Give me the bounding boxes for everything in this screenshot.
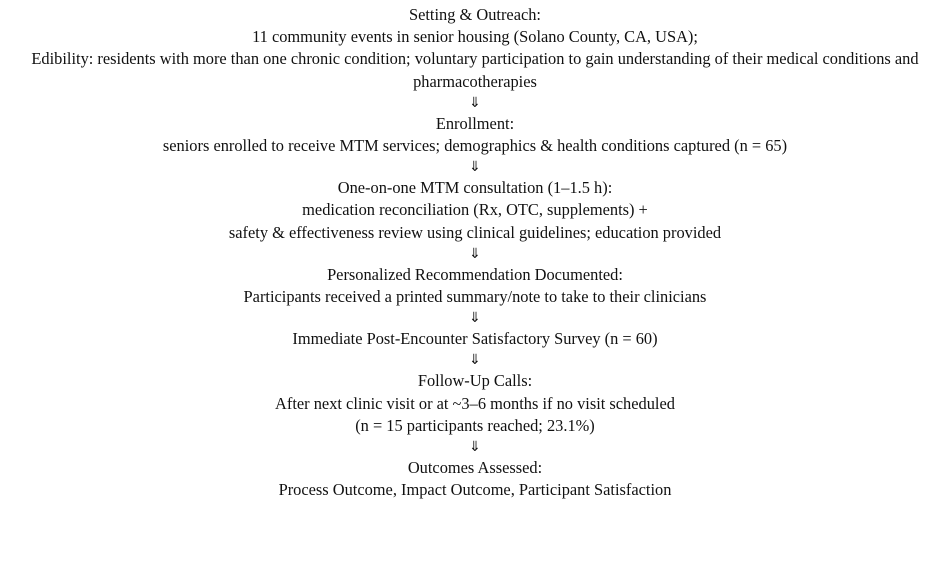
step-title: Immediate Post-Encounter Satisfactory Survey (n = 60) (292, 329, 658, 349)
step-detail: medication reconciliation (Rx, OTC, supplements) + (302, 200, 648, 220)
down-arrow-icon: ⇓ (469, 352, 481, 369)
step-title: One-on-one MTM consultation (1–1.5 h): (337, 178, 613, 198)
step-detail: 11 community events in senior housing (Solano County, CA, USA); (252, 27, 698, 47)
step-detail: seniors enrolled to receive MTM services; demographics & health conditions captured (n = 65) (162, 136, 788, 156)
flow-step-consultation (0, 177, 950, 244)
flow-step-outcomes (0, 457, 950, 501)
flow-step-recommendation (0, 264, 950, 308)
flow-step-enrollment (0, 113, 950, 157)
down-arrow-icon: ⇓ (469, 310, 481, 327)
flow-step-setting-outreach (0, 4, 950, 93)
step-title: Personalized Recommendation Documented: (327, 264, 623, 284)
step-detail: Edibility: residents with more than one chronic condition; voluntary participation to gain understanding of their medical conditions and pharmacotherapies (31, 49, 919, 91)
step-detail: After next clinic visit or at ~3–6 months if no visit scheduled (275, 393, 675, 413)
step-detail: Process Outcome, Impact Outcome, Participant Satisfaction (278, 480, 672, 500)
step-detail: (n = 15 participants reached; 23.1%) (355, 415, 595, 435)
down-arrow-icon: ⇓ (469, 94, 481, 111)
flow-step-follow-up (0, 370, 950, 437)
step-title: Follow-Up Calls: (417, 371, 533, 391)
step-title: Outcomes Assessed: (407, 458, 543, 478)
flow-step-survey (0, 328, 950, 350)
down-arrow-icon: ⇓ (469, 245, 481, 262)
step-title: Enrollment: (435, 113, 515, 133)
step-detail: safety & effectiveness review using clinical guidelines; education provided (228, 222, 722, 242)
down-arrow-icon: ⇓ (469, 159, 481, 176)
step-title: Setting & Outreach: (408, 5, 541, 24)
step-detail: Participants received a printed summary/note to take to their clinicians (243, 287, 707, 307)
down-arrow-icon: ⇓ (469, 439, 481, 456)
flowchart (0, 4, 950, 501)
